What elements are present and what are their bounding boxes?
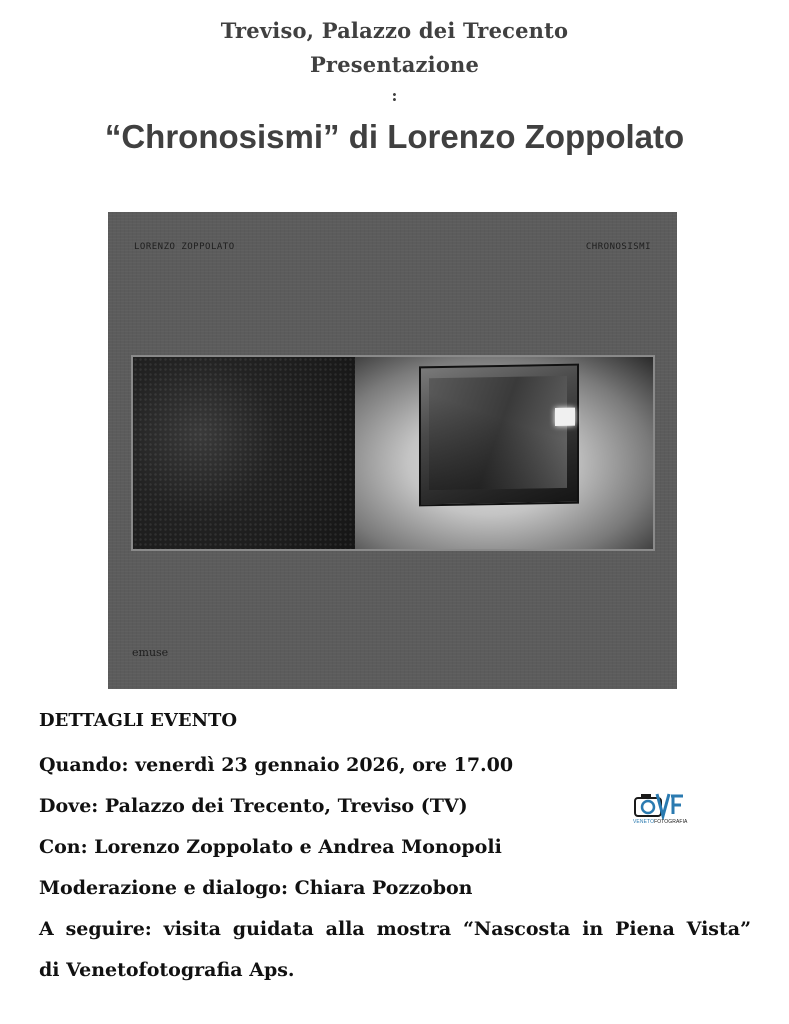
cover-photograph xyxy=(131,355,655,551)
detail-where: Dove: Palazzo dei Trecento, Treviso (TV) xyxy=(39,795,468,817)
detail-moderation: Moderazione e dialogo: Chiara Pozzobon xyxy=(39,877,473,899)
photo-window-opening xyxy=(419,364,579,507)
photo-light-window xyxy=(555,408,575,426)
book-cover-image xyxy=(108,212,677,689)
venue-line: Treviso, Palazzo dei Trecento xyxy=(220,18,569,43)
event-type: Presentazione xyxy=(309,52,480,77)
page-title: “Chronosismi” di Lorenzo Zoppolato xyxy=(104,118,685,155)
venetofotografia-logo xyxy=(633,790,688,828)
details-heading: DETTAGLI EVENTO xyxy=(39,710,238,731)
cover-publisher: emuse xyxy=(132,646,169,659)
detail-with: Con: Lorenzo Zoppolato e Andrea Monopoli xyxy=(39,836,502,858)
separator: : xyxy=(391,86,398,105)
logo-lettering: VENETOFOTOGRAFIA xyxy=(633,819,688,825)
detail-after-continued: di Venetofotografia Aps. xyxy=(39,959,295,981)
detail-when: Quando: venerdì 23 gennaio 2026, ore 17.00 xyxy=(39,754,514,776)
photo-wall-left xyxy=(133,357,355,549)
detail-after: A seguire: visita guidata alla mostra “Nascosta in Piena Vista” xyxy=(39,918,751,940)
photo-corridor xyxy=(429,376,567,490)
cover-author: LORENZO ZOPPOLATO xyxy=(134,242,235,252)
camera-logo-icon xyxy=(633,790,685,820)
cover-title: CHRONOSISMI xyxy=(585,242,651,252)
